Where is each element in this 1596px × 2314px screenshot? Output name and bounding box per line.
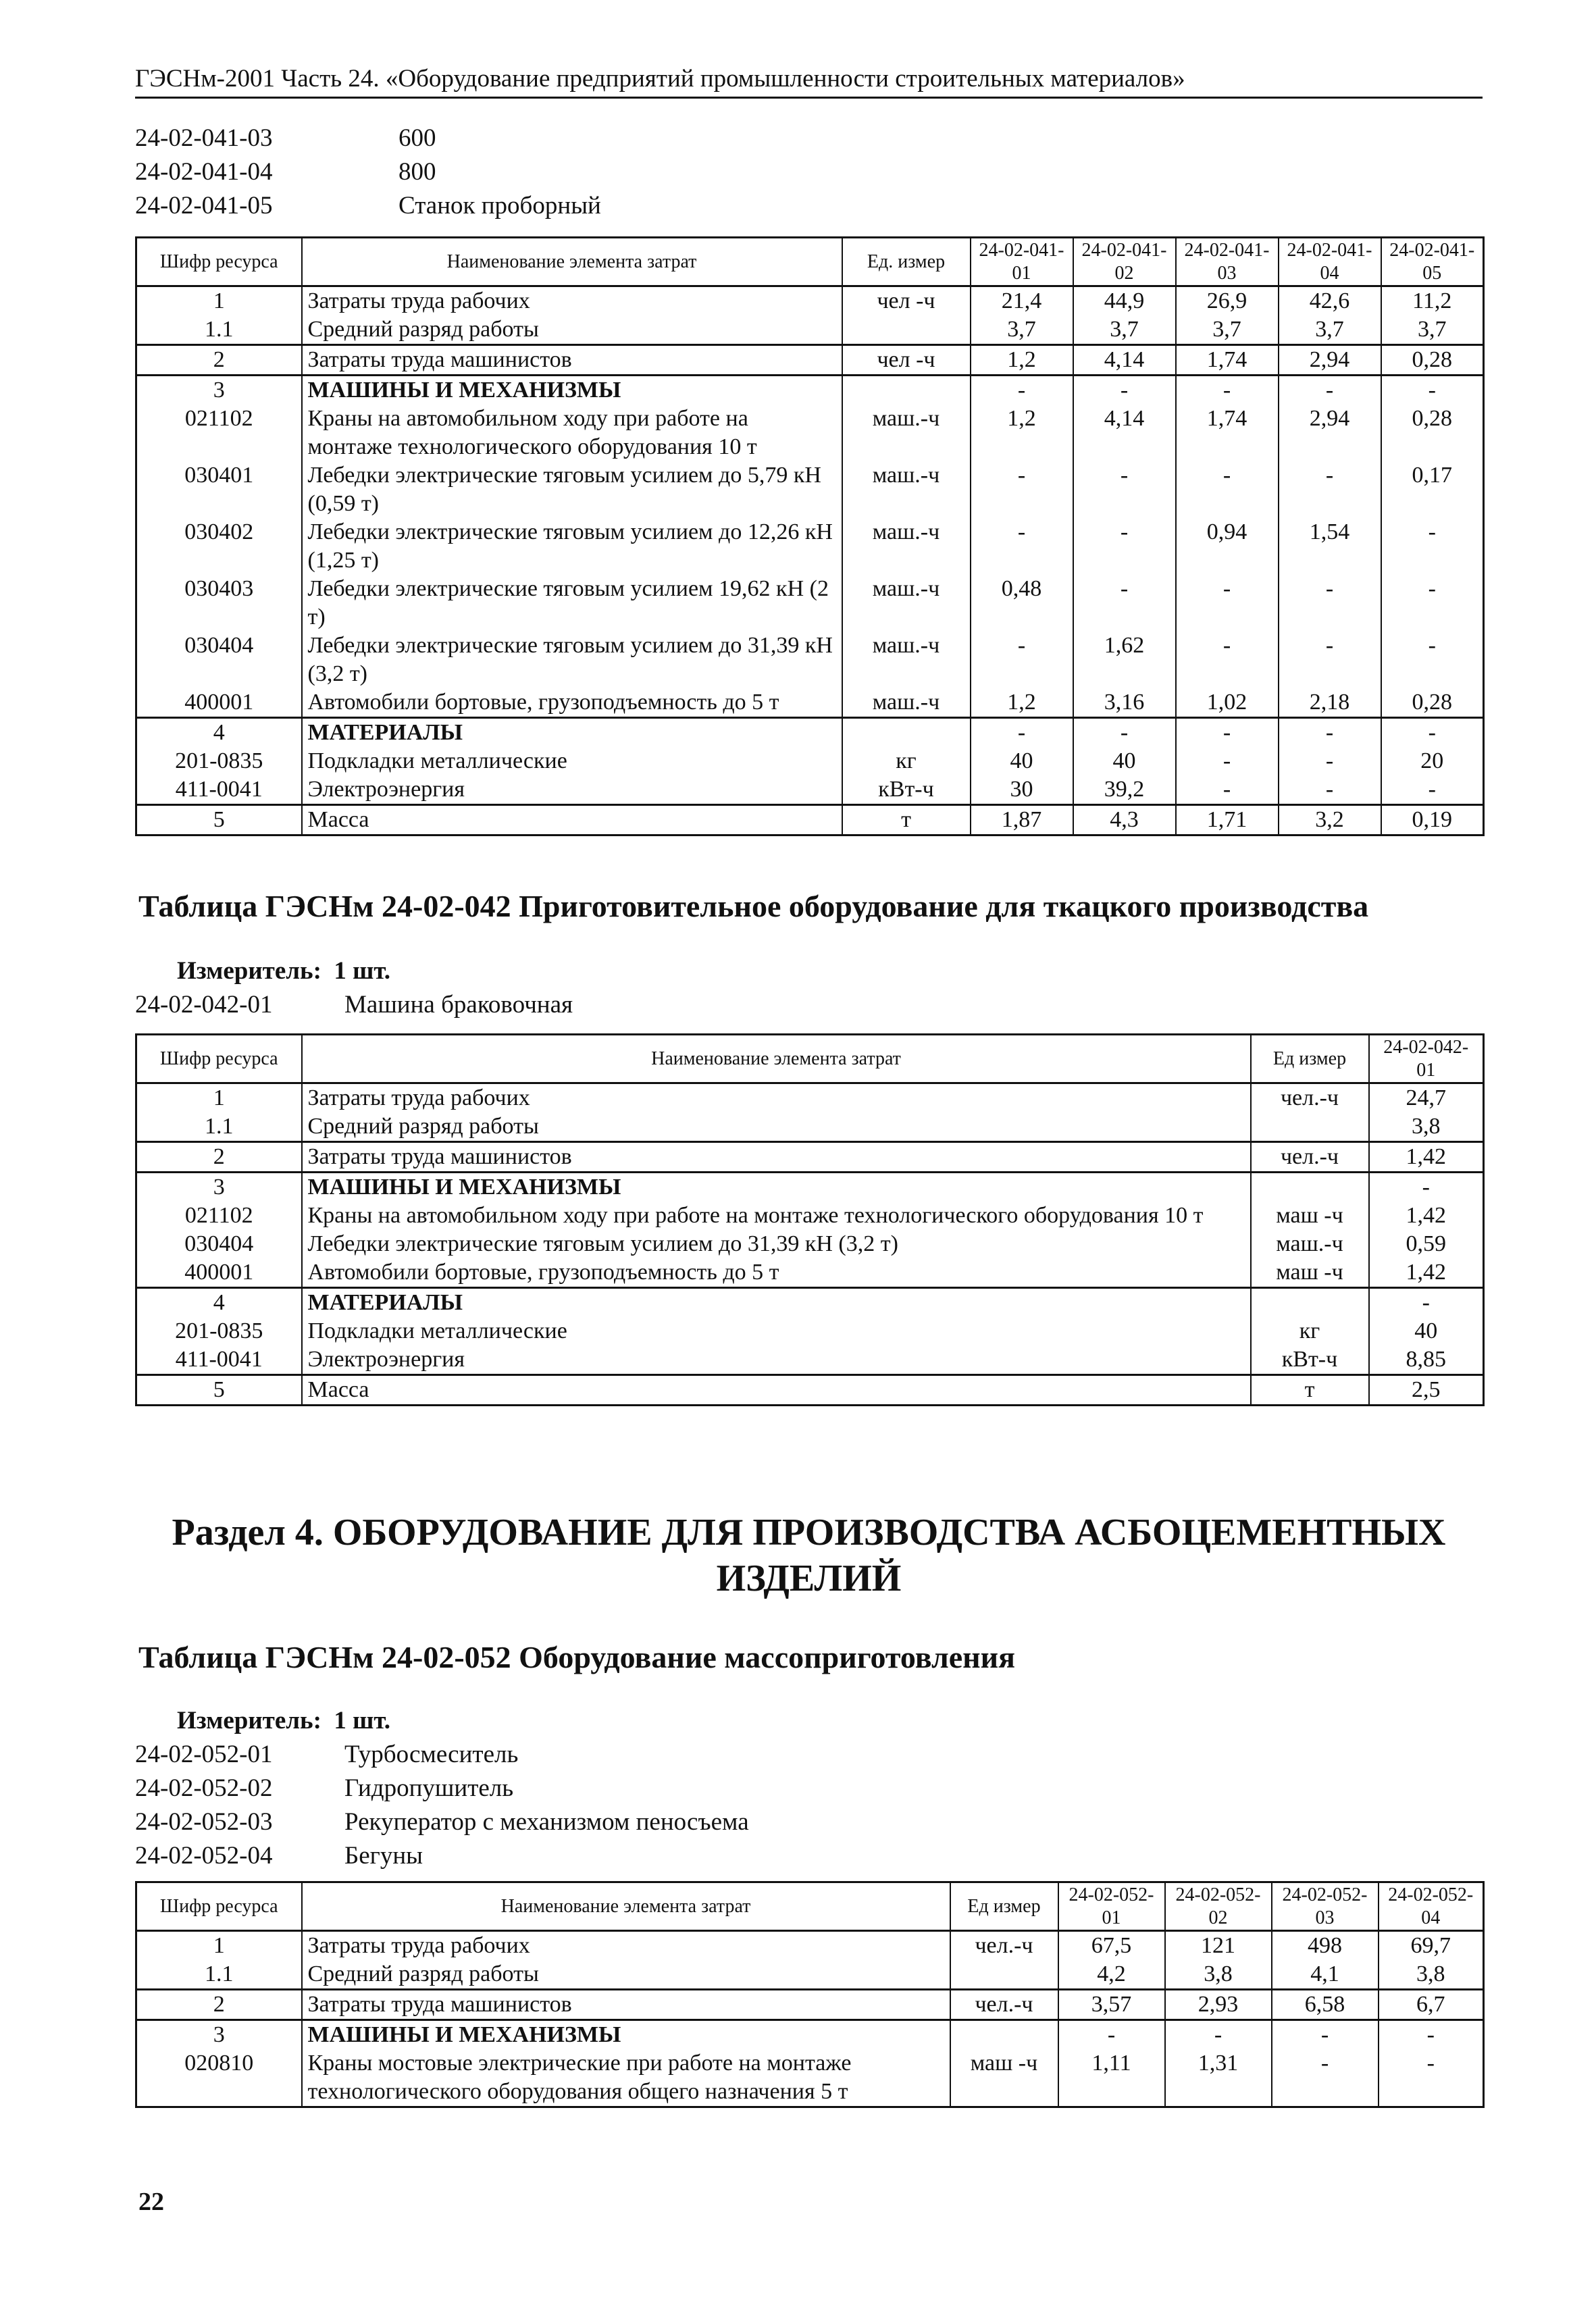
column-header: 24-02-041-03 <box>1176 238 1279 286</box>
unit-cell: кВт-ч <box>842 775 971 805</box>
cost-element-name: Средний разряд работы <box>302 315 842 345</box>
table2-meter <box>177 956 390 985</box>
column-header: 24-02-042-01 <box>1369 1035 1484 1083</box>
value-cell: - <box>1381 632 1484 688</box>
cost-element-name: Автомобили бортовые, грузоподъемность до 5 т <box>302 688 842 718</box>
value-cell: 4,1 <box>1272 1960 1379 1990</box>
value-cell: - <box>1279 718 1381 748</box>
resource-code: 2 <box>136 345 302 376</box>
cost-element-name: Лебедки электрические тяговым усилием до 31,39 кН (3,2 т) <box>302 632 842 688</box>
resource-code: 4 <box>136 1288 302 1318</box>
header-row <box>136 1882 1484 1931</box>
unit-cell: чел -ч <box>842 345 971 376</box>
value-cell: 1,2 <box>971 405 1073 461</box>
value-cell: 1,42 <box>1369 1142 1484 1173</box>
column-header: 24-02-041-02 <box>1073 238 1176 286</box>
resource-code: 1.1 <box>136 1960 302 1990</box>
table-row <box>136 1375 1484 1406</box>
value-cell: - <box>1379 2049 1484 2107</box>
item-code: 24-02-052-01 <box>135 1741 273 1768</box>
value-cell: 0,17 <box>1381 461 1484 518</box>
column-header: Наименование элемента затрат <box>302 1035 1251 1083</box>
value-cell: - <box>1176 632 1279 688</box>
code-row <box>135 189 601 223</box>
code-row <box>135 1772 749 1805</box>
unit-cell: кг <box>1251 1317 1369 1345</box>
unit-cell: чел.-ч <box>950 1990 1058 2020</box>
value-cell: - <box>1176 575 1279 632</box>
resource-code: 021102 <box>136 405 302 461</box>
column-header: Ед измер <box>950 1882 1058 1931</box>
resource-code: 3 <box>136 1173 302 1202</box>
resource-table-042 <box>135 1033 1485 1406</box>
column-header: 24-02-052-02 <box>1165 1882 1272 1931</box>
value-cell: 2,18 <box>1279 688 1381 718</box>
unit-cell: чел.-ч <box>1251 1083 1369 1113</box>
column-header: Шифр ресурса <box>136 238 302 286</box>
value-cell: 6,7 <box>1379 1990 1484 2020</box>
meter-value: 1 шт. <box>334 957 391 985</box>
value-cell: 0,94 <box>1176 518 1279 575</box>
item-name: Рекуператор с механизмом пеносъема <box>344 1808 749 1836</box>
unit-cell: чел.-ч <box>1251 1142 1369 1173</box>
code-row <box>135 122 601 155</box>
item-name: Турбосмеситель <box>344 1741 519 1768</box>
cost-element-name: Затраты труда рабочих <box>302 1083 1251 1113</box>
item-name: Машина браковочная <box>344 991 573 1019</box>
cost-element-name: МАШИНЫ И МЕХАНИЗМЫ <box>302 376 842 405</box>
cost-element-name: МАШИНЫ И МЕХАНИЗМЫ <box>302 2020 950 2050</box>
item-name: Бегуны <box>344 1842 423 1870</box>
cost-element-name: Электроэнергия <box>302 775 842 805</box>
value-cell: 3,2 <box>1279 805 1381 835</box>
value-cell: 30 <box>971 775 1073 805</box>
column-header: Ед. измер <box>842 238 971 286</box>
value-cell: - <box>1272 2049 1379 2107</box>
unit-cell <box>842 718 971 748</box>
table-row <box>136 1288 1484 1318</box>
resource-code: 3 <box>136 2020 302 2050</box>
value-cell: - <box>1073 518 1176 575</box>
cost-element-name: МАТЕРИАЛЫ <box>302 718 842 748</box>
cost-element-name: Краны на автомобильном ходу при работе на монтаже технологического оборудования 10 т <box>302 1202 1251 1230</box>
cost-element-name: Лебедки электрические тяговым усилием 19,62 кН (2 т) <box>302 575 842 632</box>
code-row <box>135 1839 749 1873</box>
value-cell: 121 <box>1165 1931 1272 1961</box>
value-cell: 3,8 <box>1379 1960 1484 1990</box>
resource-table-052 <box>135 1881 1485 2108</box>
table-row <box>136 747 1484 775</box>
code-row <box>135 1738 749 1772</box>
table-row <box>136 575 1484 632</box>
table-row <box>136 805 1484 835</box>
value-cell: 1,71 <box>1176 805 1279 835</box>
resource-code: 030401 <box>136 461 302 518</box>
header-row <box>136 238 1484 286</box>
column-header: 24-02-041-01 <box>971 238 1073 286</box>
value-cell: - <box>1279 632 1381 688</box>
value-cell: 39,2 <box>1073 775 1176 805</box>
unit-cell: чел.-ч <box>950 1931 1058 1961</box>
value-cell: 4,3 <box>1073 805 1176 835</box>
value-cell: - <box>1058 2020 1165 2050</box>
code-row <box>135 1805 749 1839</box>
resource-code: 5 <box>136 1375 302 1406</box>
table-row <box>136 376 1484 405</box>
column-header: 24-02-052-01 <box>1058 1882 1165 1931</box>
cost-element-name: Электроэнергия <box>302 1345 1251 1375</box>
value-cell: - <box>1073 575 1176 632</box>
top-code-list <box>135 122 601 223</box>
value-cell: 21,4 <box>971 286 1073 316</box>
unit-cell: чел -ч <box>842 286 971 316</box>
table2-title: Таблица ГЭСНм 24-02-042 Приготовительное оборудование для ткацкого производства <box>138 889 1369 923</box>
unit-cell <box>1251 1112 1369 1142</box>
value-cell: - <box>1369 1173 1484 1202</box>
unit-cell: т <box>1251 1375 1369 1406</box>
value-cell: - <box>1176 775 1279 805</box>
resource-code: 3 <box>136 376 302 405</box>
value-cell: 0,28 <box>1381 405 1484 461</box>
resource-code: 411-0041 <box>136 1345 302 1375</box>
unit-cell: маш.-ч <box>1251 1230 1369 1258</box>
value-cell: 26,9 <box>1176 286 1279 316</box>
table-row <box>136 1142 1484 1173</box>
cost-element-name: Автомобили бортовые, грузоподъемность до 5 т <box>302 1258 1251 1288</box>
cost-element-name: Подкладки металлические <box>302 747 842 775</box>
table-row <box>136 345 1484 376</box>
unit-cell: маш.-ч <box>842 575 971 632</box>
item-code: 24-02-052-02 <box>135 1774 273 1802</box>
value-cell: 2,5 <box>1369 1375 1484 1406</box>
value-cell: 4,14 <box>1073 345 1176 376</box>
section-title: Раздел 4. ОБОРУДОВАНИЕ ДЛЯ ПРОИЗВОДСТВА АСБОЦЕМЕНТНЫХ ИЗДЕЛИЙ <box>172 1512 1446 1599</box>
table3-meter <box>177 1706 390 1735</box>
table-row <box>136 1345 1484 1375</box>
item-name: Гидропушитель <box>344 1774 514 1802</box>
code-row <box>135 155 601 189</box>
table-row <box>136 1258 1484 1288</box>
value-cell: 0,28 <box>1381 345 1484 376</box>
cost-element-name: Затраты труда машинистов <box>302 1142 1251 1173</box>
value-cell: - <box>971 718 1073 748</box>
cost-element-name: Средний разряд работы <box>302 1112 1251 1142</box>
item-code: 24-02-052-04 <box>135 1842 273 1870</box>
meter-label: Измеритель: <box>177 1707 321 1734</box>
value-cell: 8,85 <box>1369 1345 1484 1375</box>
value-cell: - <box>1381 718 1484 748</box>
cost-element-name: Лебедки электрические тяговым усилием до 5,79 кН (0,59 т) <box>302 461 842 518</box>
value-cell: 24,7 <box>1369 1083 1484 1113</box>
value-cell: - <box>1279 376 1381 405</box>
value-cell: 3,8 <box>1165 1960 1272 1990</box>
cost-element-name: Масса <box>302 805 842 835</box>
unit-cell: маш.-ч <box>842 461 971 518</box>
unit-cell: маш.-ч <box>842 518 971 575</box>
value-cell: - <box>971 461 1073 518</box>
table-row <box>136 1931 1484 1961</box>
value-cell: - <box>1176 747 1279 775</box>
table-row <box>136 1317 1484 1345</box>
resource-code: 201-0835 <box>136 1317 302 1345</box>
value-cell: 67,5 <box>1058 1931 1165 1961</box>
value-cell: 0,19 <box>1381 805 1484 835</box>
page-number: 22 <box>138 2188 164 2216</box>
value-cell: 1,11 <box>1058 2049 1165 2107</box>
column-header: Ед измер <box>1251 1035 1369 1083</box>
table-row <box>136 688 1484 718</box>
table-row <box>136 632 1484 688</box>
item-name: Станок проборный <box>398 192 601 220</box>
resource-code: 400001 <box>136 688 302 718</box>
resource-code: 400001 <box>136 1258 302 1288</box>
item-code: 24-02-052-03 <box>135 1808 273 1836</box>
table-row <box>136 518 1484 575</box>
value-cell: 1,31 <box>1165 2049 1272 2107</box>
value-cell: 2,94 <box>1279 345 1381 376</box>
table-row <box>136 1173 1484 1202</box>
value-cell: 44,9 <box>1073 286 1176 316</box>
resource-code: 201-0835 <box>136 747 302 775</box>
resource-code: 1 <box>136 1083 302 1113</box>
resource-code: 1.1 <box>136 315 302 345</box>
item-code: 24-02-041-05 <box>135 192 273 220</box>
value-cell: - <box>971 518 1073 575</box>
item-name: 800 <box>398 158 436 186</box>
table-row <box>136 1202 1484 1230</box>
unit-cell: маш -ч <box>1251 1202 1369 1230</box>
value-cell: - <box>1073 376 1176 405</box>
column-header: Наименование элемента затрат <box>302 238 842 286</box>
value-cell: - <box>1381 376 1484 405</box>
value-cell: 3,7 <box>1381 315 1484 345</box>
value-cell: - <box>1272 2020 1379 2050</box>
resource-code: 1 <box>136 286 302 316</box>
unit-cell <box>950 2020 1058 2050</box>
cost-element-name: МАШИНЫ И МЕХАНИЗМЫ <box>302 1173 1251 1202</box>
resource-code: 020810 <box>136 2049 302 2107</box>
value-cell: 4,14 <box>1073 405 1176 461</box>
value-cell: 11,2 <box>1381 286 1484 316</box>
meter-label: Измеритель: <box>177 957 321 985</box>
unit-cell <box>950 1960 1058 1990</box>
cost-element-name: Краны на автомобильном ходу при работе на монтаже технологического оборудования 10 т <box>302 405 842 461</box>
value-cell: 40 <box>971 747 1073 775</box>
table-row <box>136 718 1484 748</box>
resource-table-041 <box>135 236 1485 836</box>
value-cell: - <box>1369 1288 1484 1318</box>
unit-cell <box>842 376 971 405</box>
value-cell: - <box>1381 575 1484 632</box>
cost-element-name: Краны мостовые электрические при работе на монтаже технологического оборудования общего назначения 5 т <box>302 2049 950 2107</box>
value-cell: 1,62 <box>1073 632 1176 688</box>
table-row <box>136 405 1484 461</box>
value-cell: 2,94 <box>1279 405 1381 461</box>
value-cell: - <box>1073 718 1176 748</box>
resource-code: 1.1 <box>136 1112 302 1142</box>
value-cell: - <box>971 632 1073 688</box>
value-cell: 498 <box>1272 1931 1379 1961</box>
meter-value: 1 шт. <box>334 1707 391 1734</box>
table2-code-list <box>135 988 573 1022</box>
table-row <box>136 775 1484 805</box>
column-header: 24-02-041-05 <box>1381 238 1484 286</box>
table3-title: Таблица ГЭСНм 24-02-052 Оборудование массоприготовления <box>138 1640 1016 1674</box>
value-cell: 0,28 <box>1381 688 1484 718</box>
table-row <box>136 1230 1484 1258</box>
unit-cell: маш.-ч <box>842 632 971 688</box>
value-cell: 1,02 <box>1176 688 1279 718</box>
value-cell: 1,42 <box>1369 1258 1484 1288</box>
value-cell: 4,2 <box>1058 1960 1165 1990</box>
resource-code: 030404 <box>136 1230 302 1258</box>
value-cell: 1,74 <box>1176 345 1279 376</box>
page-header: ГЭСНм-2001 Часть 24. «Оборудование предприятий промышленности строительных материалов» <box>135 64 1483 99</box>
resource-code: 030404 <box>136 632 302 688</box>
table-row <box>136 315 1484 345</box>
value-cell: 1,2 <box>971 345 1073 376</box>
value-cell: 6,58 <box>1272 1990 1379 2020</box>
value-cell: - <box>1279 461 1381 518</box>
value-cell: - <box>1379 2020 1484 2050</box>
value-cell: 1,2 <box>971 688 1073 718</box>
resource-code: 5 <box>136 805 302 835</box>
unit-cell: кг <box>842 747 971 775</box>
column-header: 24-02-052-04 <box>1379 1882 1484 1931</box>
item-code: 24-02-041-03 <box>135 124 273 152</box>
value-cell: 40 <box>1073 747 1176 775</box>
cost-element-name: Средний разряд работы <box>302 1960 950 1990</box>
unit-cell: маш.-ч <box>842 688 971 718</box>
column-header: 24-02-041-04 <box>1279 238 1381 286</box>
resource-code: 030403 <box>136 575 302 632</box>
value-cell: 69,7 <box>1379 1931 1484 1961</box>
table-row <box>136 1112 1484 1142</box>
column-header: Шифр ресурса <box>136 1035 302 1083</box>
value-cell: 3,7 <box>1073 315 1176 345</box>
value-cell: - <box>1176 718 1279 748</box>
resource-code: 030402 <box>136 518 302 575</box>
item-name: 600 <box>398 124 436 152</box>
cost-element-name: Затраты труда машинистов <box>302 345 842 376</box>
cost-element-name: Затраты труда рабочих <box>302 286 842 316</box>
table-row <box>136 286 1484 316</box>
resource-code: 1 <box>136 1931 302 1961</box>
value-cell: - <box>971 376 1073 405</box>
value-cell: - <box>1279 575 1381 632</box>
value-cell: 0,59 <box>1369 1230 1484 1258</box>
cost-element-name: МАТЕРИАЛЫ <box>302 1288 1251 1318</box>
unit-cell <box>1251 1288 1369 1318</box>
value-cell: 1,74 <box>1176 405 1279 461</box>
cost-element-name: Подкладки металлические <box>302 1317 1251 1345</box>
value-cell: - <box>1279 747 1381 775</box>
item-code: 24-02-042-01 <box>135 991 273 1019</box>
cost-element-name: Лебедки электрические тяговым усилием до 31,39 кН (3,2 т) <box>302 1230 1251 1258</box>
value-cell: 3,8 <box>1369 1112 1484 1142</box>
value-cell: 0,48 <box>971 575 1073 632</box>
cost-element-name: Лебедки электрические тяговым усилием до 12,26 кН (1,25 т) <box>302 518 842 575</box>
column-header: 24-02-052-03 <box>1272 1882 1379 1931</box>
value-cell: - <box>1165 2020 1272 2050</box>
table-row <box>136 1083 1484 1113</box>
value-cell: 40 <box>1369 1317 1484 1345</box>
value-cell: 3,7 <box>1176 315 1279 345</box>
unit-cell: маш -ч <box>950 2049 1058 2107</box>
column-header: Шифр ресурса <box>136 1882 302 1931</box>
resource-code: 2 <box>136 1990 302 2020</box>
value-cell: - <box>1176 461 1279 518</box>
unit-cell <box>842 315 971 345</box>
resource-code: 411-0041 <box>136 775 302 805</box>
value-cell: - <box>1073 461 1176 518</box>
table3-code-list <box>135 1738 749 1873</box>
value-cell: - <box>1279 775 1381 805</box>
resource-code: 2 <box>136 1142 302 1173</box>
unit-cell: маш -ч <box>1251 1258 1369 1288</box>
item-code: 24-02-041-04 <box>135 158 273 186</box>
cost-element-name: Масса <box>302 1375 1251 1406</box>
table-row <box>136 1960 1484 1990</box>
value-cell: 20 <box>1381 747 1484 775</box>
table-row <box>136 461 1484 518</box>
table-row <box>136 1990 1484 2020</box>
unit-cell <box>1251 1173 1369 1202</box>
resource-code: 4 <box>136 718 302 748</box>
value-cell: 2,93 <box>1165 1990 1272 2020</box>
value-cell: 3,7 <box>1279 315 1381 345</box>
header-row <box>136 1035 1484 1083</box>
value-cell: 42,6 <box>1279 286 1381 316</box>
value-cell: 1,87 <box>971 805 1073 835</box>
unit-cell: т <box>842 805 971 835</box>
unit-cell: кВт-ч <box>1251 1345 1369 1375</box>
cost-element-name: Затраты труда машинистов <box>302 1990 950 2020</box>
resource-code: 021102 <box>136 1202 302 1230</box>
unit-cell: маш.-ч <box>842 405 971 461</box>
value-cell: 3,7 <box>971 315 1073 345</box>
value-cell: 3,16 <box>1073 688 1176 718</box>
table-row <box>136 2020 1484 2050</box>
column-header: Наименование элемента затрат <box>302 1882 950 1931</box>
cost-element-name: Затраты труда рабочих <box>302 1931 950 1961</box>
code-row <box>135 988 573 1022</box>
value-cell: 1,42 <box>1369 1202 1484 1230</box>
value-cell: - <box>1381 775 1484 805</box>
table-row <box>136 2049 1484 2107</box>
value-cell: - <box>1381 518 1484 575</box>
value-cell: - <box>1176 376 1279 405</box>
value-cell: 1,54 <box>1279 518 1381 575</box>
value-cell: 3,57 <box>1058 1990 1165 2020</box>
